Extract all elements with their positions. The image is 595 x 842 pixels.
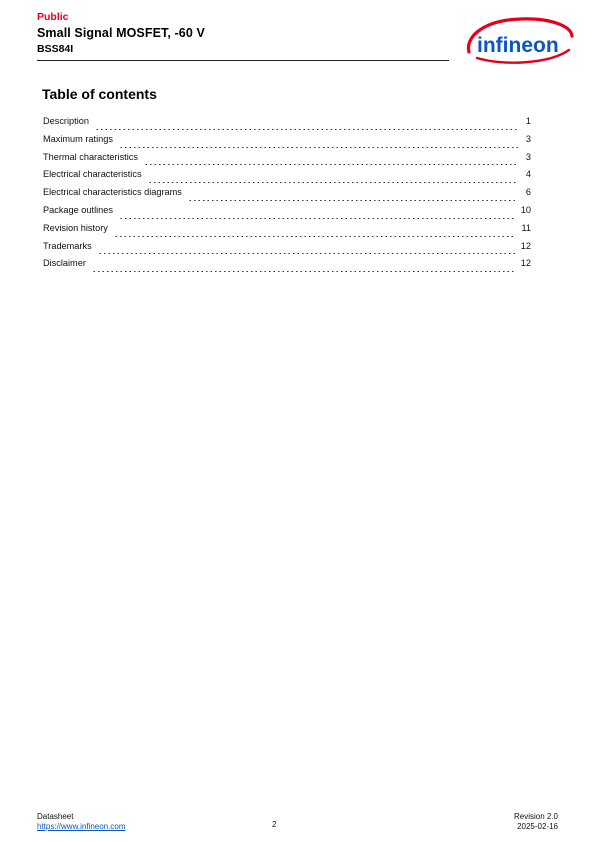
infineon-logo [463,14,575,66]
svg-text:infineon: infineon [477,34,559,57]
dot-leader [92,271,516,272]
toc-entry-page: 12 [520,258,531,269]
toc-entry-label: Maximum ratings [43,133,113,144]
document-title: Small Signal MOSFET, -60 V [37,26,205,40]
toc-entry-page: 4 [525,169,531,180]
toc-entry-label: Description [43,116,89,126]
footer-right [514,812,558,832]
toc-entry[interactable] [43,152,531,170]
toc-entry[interactable] [43,241,531,259]
dot-leader [188,200,518,201]
toc-entry-page: 6 [525,187,531,198]
dot-leader [95,129,518,130]
toc-entry-label: Disclaimer [43,258,86,269]
footer-left [37,812,125,832]
part-number: BSS84I [37,43,74,55]
footer-url-link[interactable]: https://www.infineon.com [37,822,126,831]
table-of-contents [43,116,531,276]
footer-date: 2025-02-16 [517,822,558,831]
toc-heading: Table of contents [42,86,157,102]
footer-doc-type: Datasheet [37,812,74,821]
dot-leader [119,218,516,219]
toc-entry[interactable] [43,187,531,205]
toc-entry-label: Electrical characteristics diagrams [43,187,182,198]
toc-entry-page: 3 [525,133,531,144]
header-divider [37,60,449,61]
dot-leader [98,253,516,254]
toc-entry[interactable] [43,134,531,152]
toc-entry-label: Package outlines [43,204,113,215]
toc-entry[interactable] [43,223,531,241]
dot-leader [148,182,518,183]
toc-entry-page: 3 [525,151,531,162]
toc-entry-label: Electrical characteristics [43,169,142,180]
dot-leader [144,164,518,165]
toc-entry-page: 12 [520,240,531,251]
toc-entry-label: Revision history [43,222,108,233]
page-header [37,10,449,56]
toc-entry[interactable] [43,258,531,276]
toc-entry-page: 11 [521,222,531,233]
classification-label: Public [37,11,69,23]
toc-entry-label: Trademarks [43,240,92,251]
toc-entry[interactable] [43,116,531,134]
toc-entry-page: 10 [520,204,531,215]
toc-entry[interactable] [43,205,531,223]
dot-leader [119,147,518,148]
footer-revision: Revision 2.0 [513,812,558,821]
toc-entry[interactable] [43,169,531,187]
footer-page-number: 2 [272,820,277,829]
dot-leader [114,236,517,237]
toc-entry-label: Thermal characteristics [43,151,138,162]
toc-entry-page: 1 [525,116,531,126]
